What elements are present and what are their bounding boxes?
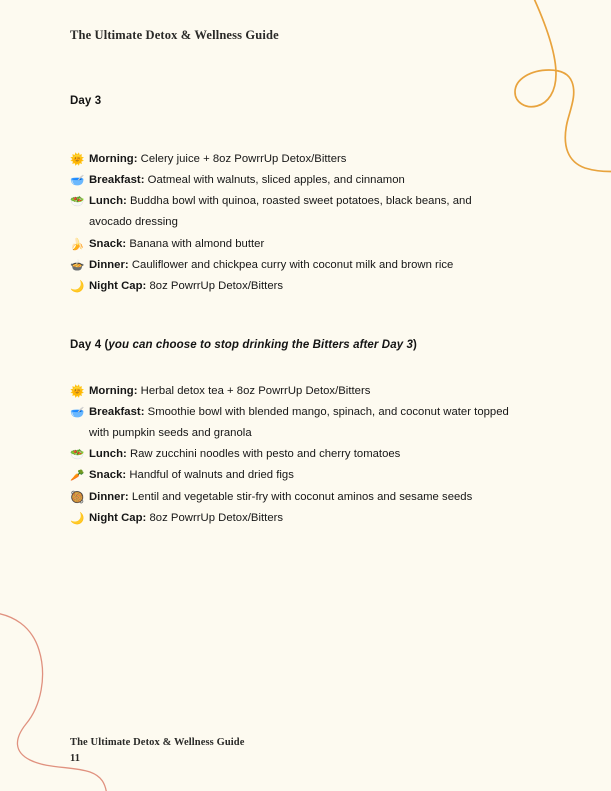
meal-label: Morning [89,384,134,397]
meal-label: Snack [89,237,123,250]
meal-separator: : [133,153,141,165]
list-item [70,149,510,170]
carrot-icon: 🥕 [70,470,85,483]
meal-text: Oatmeal with walnuts, sliced apples, and cinnamon [147,174,405,187]
green-salad-icon: 🥗 [70,449,85,462]
meal-list-day-4 [70,381,510,529]
bowl-with-spoon-icon: 🥣 [70,407,85,419]
meal-text: 8oz PowrrUp Detox/Bitters [149,511,284,524]
meal-separator: : [142,511,150,524]
meal-separator: : [123,195,130,208]
meal-label: Night Cap [89,279,143,292]
bowl-with-spoon-icon: 🥣 [70,175,85,188]
section-heading-main: Day 4 ( [70,338,109,351]
meal-label: Dinner [89,258,125,271]
meal-text: Cauliflower and chickpea curry with coconut milk and brown rice [131,258,454,271]
list-item [70,508,510,529]
list-item [70,444,510,465]
page-number: 11 [70,753,81,765]
meal-label: Snack [89,469,123,482]
meal-text: Raw zucchini noodles with pesto and cherry tomatoes [129,448,401,461]
meal-separator: : [133,384,141,397]
list-item [70,234,510,255]
section-heading-main: Day 3 [70,95,102,107]
orange-swirl-decoration [515,0,611,172]
meal-text: Lentil and vegetable stir-fry with coconut aminos and sesame seeds [131,490,473,503]
page-footer [70,735,245,768]
section-heading-day-3 [70,95,510,107]
meal-text: Buddha bowl with quinoa, roasted sweet potatoes, black beans, and avocado dressing [89,195,472,229]
meal-separator: : [142,279,150,292]
section-heading-note-close: ) [412,338,417,351]
meal-label: Night Cap [89,511,143,524]
list-item [70,381,510,402]
list-item [70,276,510,297]
meal-separator: : [140,406,148,418]
footer-title: The Ultimate Detox & Wellness Guide [70,737,245,748]
meal-text: Smoothie bowl with blended mango, spinach, and coconut water topped with pumpkin seeds and granola [89,406,509,440]
list-item [70,465,510,486]
list-item [70,487,510,508]
meal-separator: : [123,448,130,461]
meal-separator: : [124,258,132,271]
meal-separator: : [122,237,130,250]
meal-text: Herbal detox tea + 8oz PowrrUp Detox/Bitters [140,384,371,397]
meal-label: Lunch [89,195,123,208]
meal-label: Breakfast [89,174,141,187]
meal-label: Lunch [89,448,123,461]
list-item [70,170,510,191]
crescent-moon-icon: 🌙 [70,512,85,525]
green-salad-icon: 🥗 [70,196,85,209]
crescent-moon-icon: 🌙 [70,280,85,293]
list-item [70,255,510,276]
meal-label: Morning [89,153,134,165]
meal-label: Dinner [89,490,125,503]
meal-text: Banana with almond butter [129,237,265,250]
shallow-pan-of-food-icon: 🥘 [70,491,85,504]
list-item [70,191,510,233]
meal-separator: : [140,174,148,187]
meal-text: Celery juice + 8oz PowrrUp Detox/Bitters [140,153,347,165]
meal-text: Handful of walnuts and dried figs [129,469,294,482]
meal-text: 8oz PowrrUp Detox/Bitters [149,279,284,292]
meal-label: Breakfast [89,406,141,418]
banana-icon: 🍌 [70,238,85,251]
sun-with-face-icon: 🌞 [70,154,85,166]
page-content [70,95,510,529]
pot-of-food-icon: 🍲 [70,259,85,272]
section-heading-day-4 [70,339,510,351]
meal-list-day-3 [70,149,510,297]
sun-with-face-icon: 🌞 [70,385,85,398]
meal-separator: : [122,469,130,482]
list-item [70,402,510,444]
meal-separator: : [124,490,132,503]
page-header-title: The Ultimate Detox & Wellness Guide [70,28,279,42]
section-heading-note: you can choose to stop drinking the Bitters after Day 3 [108,338,413,351]
